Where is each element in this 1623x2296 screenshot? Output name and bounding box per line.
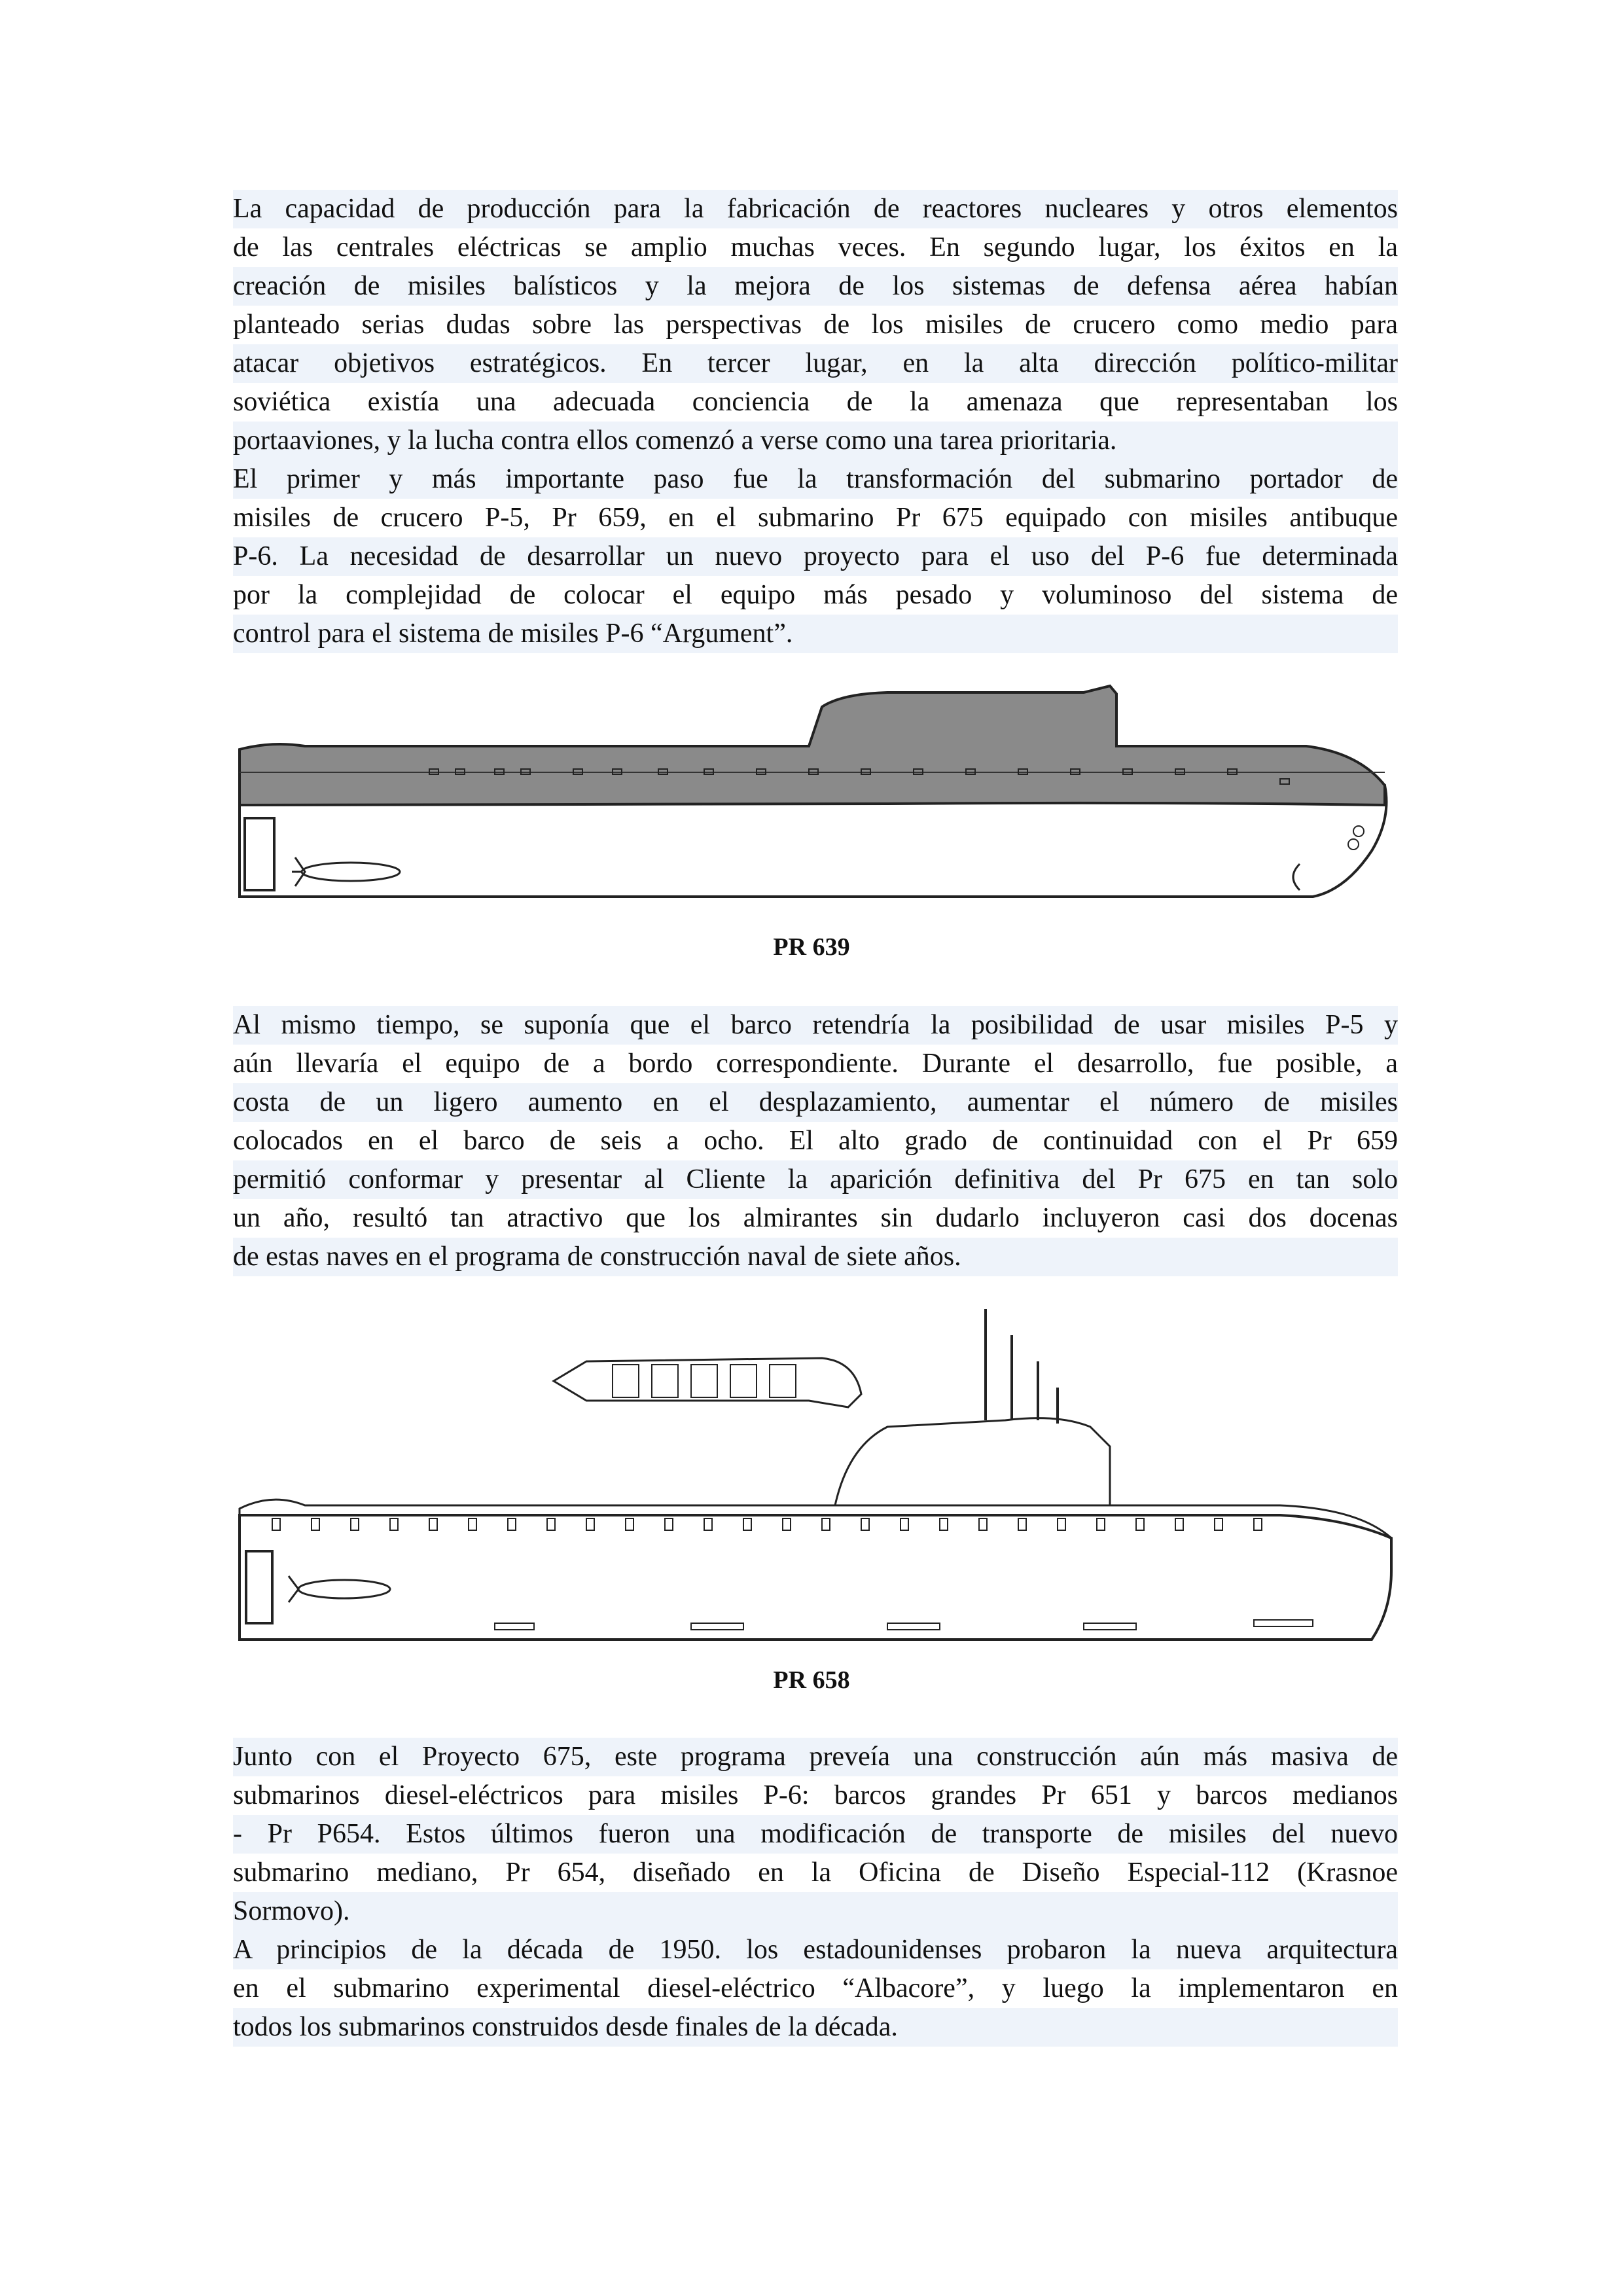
paragraph-line: aún llevaría el equipo de a bordo correspondiente. Durante el desarrollo, fue posible, a [233,1049,1398,1079]
submarine-pr639-drawing [233,681,1398,916]
pr658-sail [835,1418,1110,1505]
paragraph-line: atacar objetivos estratégicos. En tercer lugar, en la alta dirección político-militar [233,344,1398,383]
paragraph-line: portaaviones, y la lucha contra ellos comenzó a verse como una tarea prioritaria. [233,422,1398,460]
pr658-rudder [246,1551,272,1623]
paragraph-line: de las centrales eléctricas se amplio muchas veces. En segundo lugar, los éxitos en la [233,232,1398,262]
paragraph-line: submarinos diesel-eléctricos para misiles P-6: barcos grandes Pr 651 y barcos medianos [233,1780,1398,1810]
paragraph-1 [233,190,1398,460]
paragraph-line: Sormovo). [233,1892,1398,1931]
paragraph-line: colocados en el barco de seis a ocho. El alto grado de continuidad con el Pr 659 [233,1126,1398,1156]
paragraph-line: submarino mediano, Pr 654, diseñado en la Oficina de Diseño Especial-112 (Krasnoe [233,1857,1398,1888]
pr658-hull [240,1515,1391,1640]
paragraph-line: planteado serias dudas sobre las perspectivas de los misiles de crucero como medio para [233,310,1398,340]
paragraph-line: El primer y más importante paso fue la transformación del submarino portador de [233,460,1398,499]
paragraph-line: - Pr P654. Estos últimos fueron una modificación de transporte de misiles del nuevo [233,1815,1398,1854]
pr639-rudder [245,818,274,890]
paragraph-5 [233,1931,1398,2047]
paragraph-line: La capacidad de producción para la fabricación de reactores nucleares y otros elementos [233,190,1398,228]
figure-1-caption: PR 639 [773,933,850,961]
paragraph-line: soviética existía una adecuada conciencia de la amenaza que representaban los [233,387,1398,417]
paragraph-line: todos los submarinos construidos desde finales de la década. [233,2008,1398,2047]
paragraph-line: Junto con el Proyecto 675, este programa preveía una construcción aún más masiva de [233,1738,1398,1776]
paragraph-line: creación de misiles balísticos y la mejora de los sistemas de defensa aérea habían [233,267,1398,306]
submarine-pr658-drawing [233,1296,1398,1662]
paragraph-line: un año, resultó tan atractivo que los almirantes sin dudarlo incluyeron casi dos docenas [233,1203,1398,1233]
paragraph-2 [233,460,1398,653]
paragraph-line: P-6. La necesidad de desarrollar un nuevo proyecto para el uso del P-6 fue determinada [233,537,1398,576]
paragraph-line: misiles de crucero P-5, Pr 659, en el submarino Pr 675 equipado con misiles antibuque [233,503,1398,533]
figure-2-caption: PR 658 [773,1666,850,1694]
paragraph-line: costa de un ligero aumento en el desplazamiento, aumentar el número de misiles [233,1083,1398,1122]
paragraph-line: control para el sistema de misiles P-6 “Argument”. [233,615,1398,653]
paragraph-line: por la complejidad de colocar el equipo más pesado y voluminoso del sistema de [233,580,1398,610]
pr658-propeller-fairing [298,1580,390,1598]
paragraph-line: de estas naves en el programa de construcción naval de siete años. [233,1238,1398,1276]
pr639-upper-hull [240,686,1385,805]
paragraph-line: A principios de la década de 1950. los estadounidenses probaron la nueva arquitectura [233,1931,1398,1969]
paragraph-line: Al mismo tiempo, se suponía que el barco retendría la posibilidad de usar misiles P-5 y [233,1006,1398,1045]
paragraph-line: permitió conformar y presentar al Cliente la aparición definitiva del Pr 675 en tan solo [233,1160,1398,1199]
paragraph-line: en el submarino experimental diesel-eléctrico “Albacore”, y luego la implementaron en [233,1973,1398,2003]
paragraph-4 [233,1738,1398,1931]
pr639-propeller-fairing [302,863,400,881]
paragraph-3 [233,1006,1398,1276]
pr658-missile-container [554,1358,861,1407]
